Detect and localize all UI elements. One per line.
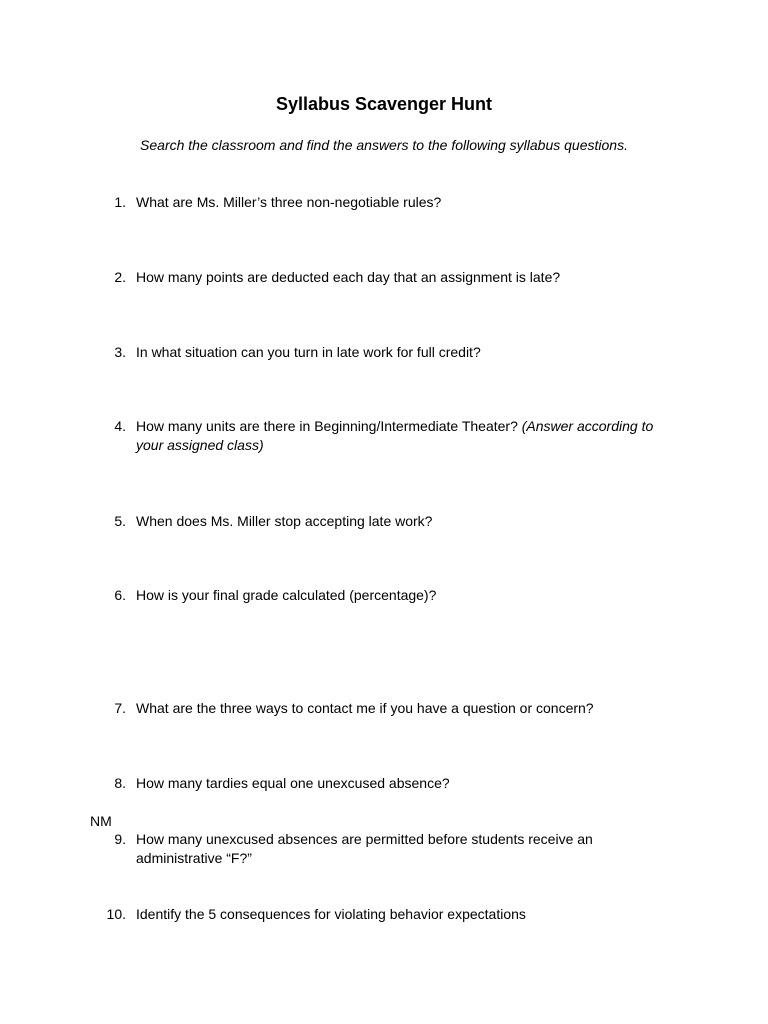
instructions-text: Search the classroom and find the answers to the following syllabus questions. [140, 137, 628, 153]
margin-note: NM [90, 813, 112, 829]
question-text: How is your final grade calculated (percentage)? [136, 587, 437, 603]
question-emphasis: (Answer according to your assigned class) [136, 418, 654, 453]
question-number: 3. [114, 344, 126, 360]
question-number: 6. [114, 587, 126, 603]
page-title: Syllabus Scavenger Hunt [275, 94, 493, 114]
question-number: 1. [114, 194, 126, 210]
question-text: How many unexcused absences are permitted before students receive an administrative “F?” [136, 831, 593, 866]
question-number: 5. [114, 513, 126, 529]
question-text: What are the three ways to contact me if you have a question or concern? [136, 700, 594, 716]
question-text-wrapper [136, 417, 680, 455]
question-number: 9. [114, 831, 126, 847]
question-number: 8. [114, 775, 126, 791]
question-text: When does Ms. Miller stop accepting late work? [136, 513, 433, 529]
question-text: How many units are there in Beginning/Intermediate Theater? [136, 418, 522, 434]
question-number: 10. [106, 906, 126, 922]
question-text: Identify the 5 consequences for violating behavior expectations [136, 906, 526, 922]
question-text: How many tardies equal one unexcused absence? [136, 775, 450, 791]
question-text: How many points are deducted each day that an assignment is late? [136, 269, 561, 285]
question-text: What are Ms. Miller’s three non-negotiable rules? [136, 194, 442, 210]
question-text: In what situation can you turn in late work for full credit? [136, 344, 481, 360]
question-number: 2. [114, 269, 126, 285]
question-number: 7. [114, 700, 126, 716]
question-number: 4. [114, 418, 126, 434]
